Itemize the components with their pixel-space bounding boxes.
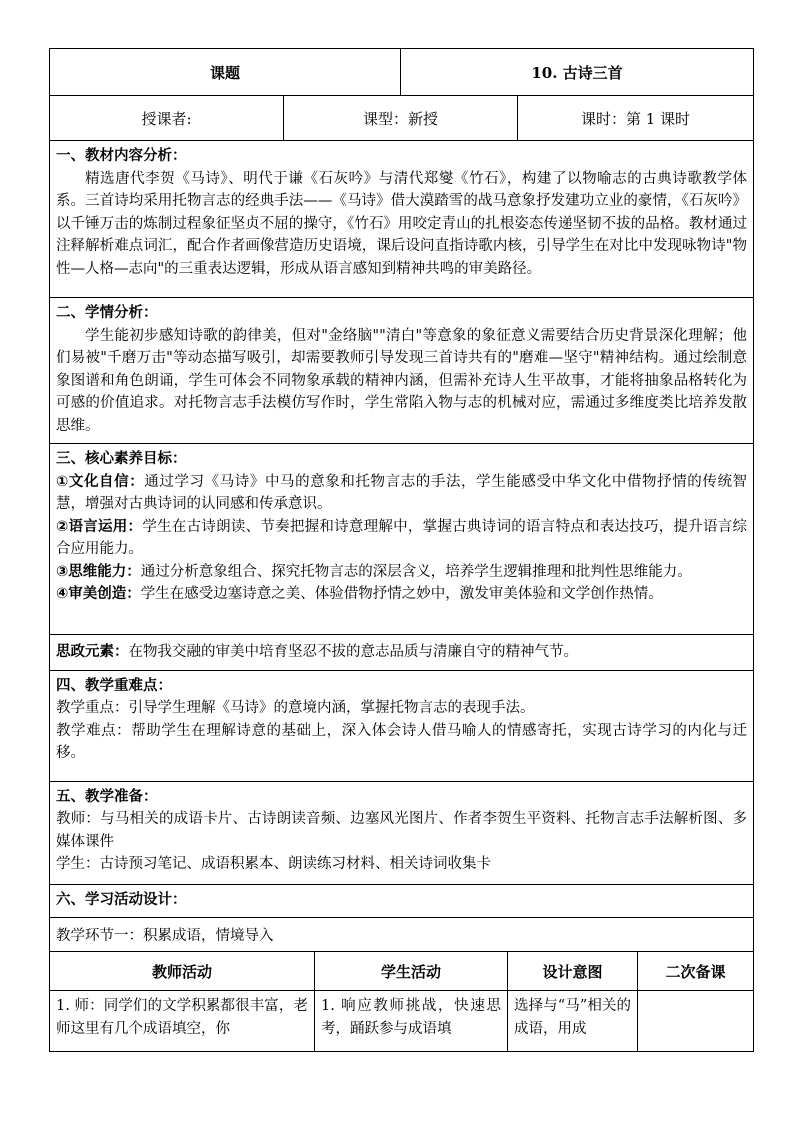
section-preparation [50,781,754,884]
section-key-points [50,670,754,781]
section-title: 二、学情分析： [56,305,158,321]
col-teacher-activity: 教师活动 [50,952,315,991]
lesson-hours: 课时：第 1 课时 [518,96,754,141]
activity-stage-row [50,918,754,952]
activity-stage-title: 教学环节一：积累成语，情境导入 [50,918,754,952]
topic-row [50,49,754,96]
goal-label: ③思维能力： [56,563,141,580]
lesson-plan-table [49,48,754,952]
teacher-preparation: 教师：与马相关的成语卡片、古诗朗读音频、边塞风光图片、作者李贺生平资料、托物言志手法解析图、多媒体课件 [56,811,748,850]
goal-label: ①文化自信： [56,473,145,490]
second-prep-cell [638,991,754,1052]
lesson-type: 课型：新授 [284,96,518,141]
goal-text: 学生在感受边塞诗意之美、体验借物抒情之妙中，激发审美体验和文学创作热情。 [140,586,663,602]
ideology-label: 思政元素： [56,644,129,660]
topic-label: 课题 [50,49,401,96]
section-activity-design [50,884,754,918]
section-title: 五、教学准备： [56,788,158,805]
teacher-label: 授课者: [50,96,284,141]
goal-text: 通过学习《马诗》中马的意象和托物言志的手法，学生能感受中华文化中借物抒情的传统智慧，增强对古典诗词的认同感和传承意识。 [56,473,748,512]
goal-text: 通过分析意象组合、探究托物言志的深层含义，培养学生逻辑推理和批判性思维能力。 [140,563,692,580]
section-title: 六、学习活动设计： [56,891,187,908]
goal-item [56,583,747,606]
section-title: 三、核心素养目标： [56,451,187,467]
ideology-text: 在物我交融的审美中培育坚忍不拔的意志品质与清廉自守的精神气节。 [128,644,578,660]
goal-item [56,516,747,561]
col-design-intent: 设计意图 [508,952,638,991]
goal-text: 学生在古诗朗读、节奏把握和诗意理解中，掌握古典诗词的语言特点和表达技巧，提升语言综合应用能力。 [56,518,748,557]
goal-label: ④审美创造： [56,586,141,602]
key-point: 教学重点：引导学生理解《马诗》的意境内涵，掌握托物言志的表现手法。 [56,700,535,716]
student-activity-cell: 1. 响应教师挑战，快速思考，踊跃参与成语填 [315,991,508,1052]
col-second-prep: 二次备课 [638,952,754,991]
section-core-goals [50,444,754,635]
activity-table [49,951,754,1052]
lesson-plan-page [49,48,753,1052]
activity-row [50,991,754,1052]
section-title: 一、教材内容分析： [56,148,187,164]
section-learner-analysis [50,298,754,444]
activity-header-row [50,952,754,991]
meta-row [50,96,754,141]
goal-item [56,561,747,584]
section-ideology [50,635,754,671]
section-title: 四、教学重难点： [56,677,172,694]
col-student-activity: 学生活动 [315,952,508,991]
topic-value: 10. 古诗三首 [401,49,754,96]
design-intent-cell: 选择与“马”相关的成语，用成 [508,991,638,1052]
section-textbook-analysis [50,141,754,298]
teacher-activity-cell: 1. 师：同学们的文学积累都很丰富，老师这里有几个成语填空，你 [50,991,315,1052]
section-body: 精选唐代李贺《马诗》、明代于谦《石灰吟》与清代郑燮《竹石》，构建了以物喻志的古典诗歌教学体系。三首诗均采用托物言志的经典手法——《马诗》借大漠踏雪的战马意象抒发建功立业的豪情，《石灰吟》以千锤万击的炼制过程象征坚贞不屈的操守，《竹石》用咬定青山的扎根姿态传递坚韧不拔的品格。教材通过注释解析难点词汇，配合作者画像营造历史语境，课后设问直指诗歌内核，引导学生在对比中发现咏物诗"物性—人格—志向"的三重表达逻辑，形成从语言感知到精神共鸣的审美路径。 [56,170,748,277]
student-preparation: 学生：古诗预习笔记、成语积累本、朗读练习材料、相关诗词收集卡 [56,856,491,872]
section-body: 学生能初步感知诗歌的韵律美，但对"金络脑""清白"等意象的象征意义需要结合历史背景深化理解；他们易被"千磨万击"等动态描写吸引，却需要教师引导发现三首诗共有的"磨难—坚守"精神结构。通过绘制意象图谱和角色朗诵，学生可体会不同物象承载的精神内涵，但需补充诗人生平故事，才能将抽象品格转化为可感的价值追求。对托物言志手法模仿写作时，学生常陷入物与志的机械对应，需通过多维度类比培养发散思维。 [56,327,748,434]
goal-item [56,471,747,516]
difficult-point: 教学难点：帮助学生在理解诗意的基础上，深入体会诗人借马喻人的情感寄托，实现古诗学习的内化与迁移。 [56,722,748,761]
goal-label: ②语言运用： [56,518,143,535]
